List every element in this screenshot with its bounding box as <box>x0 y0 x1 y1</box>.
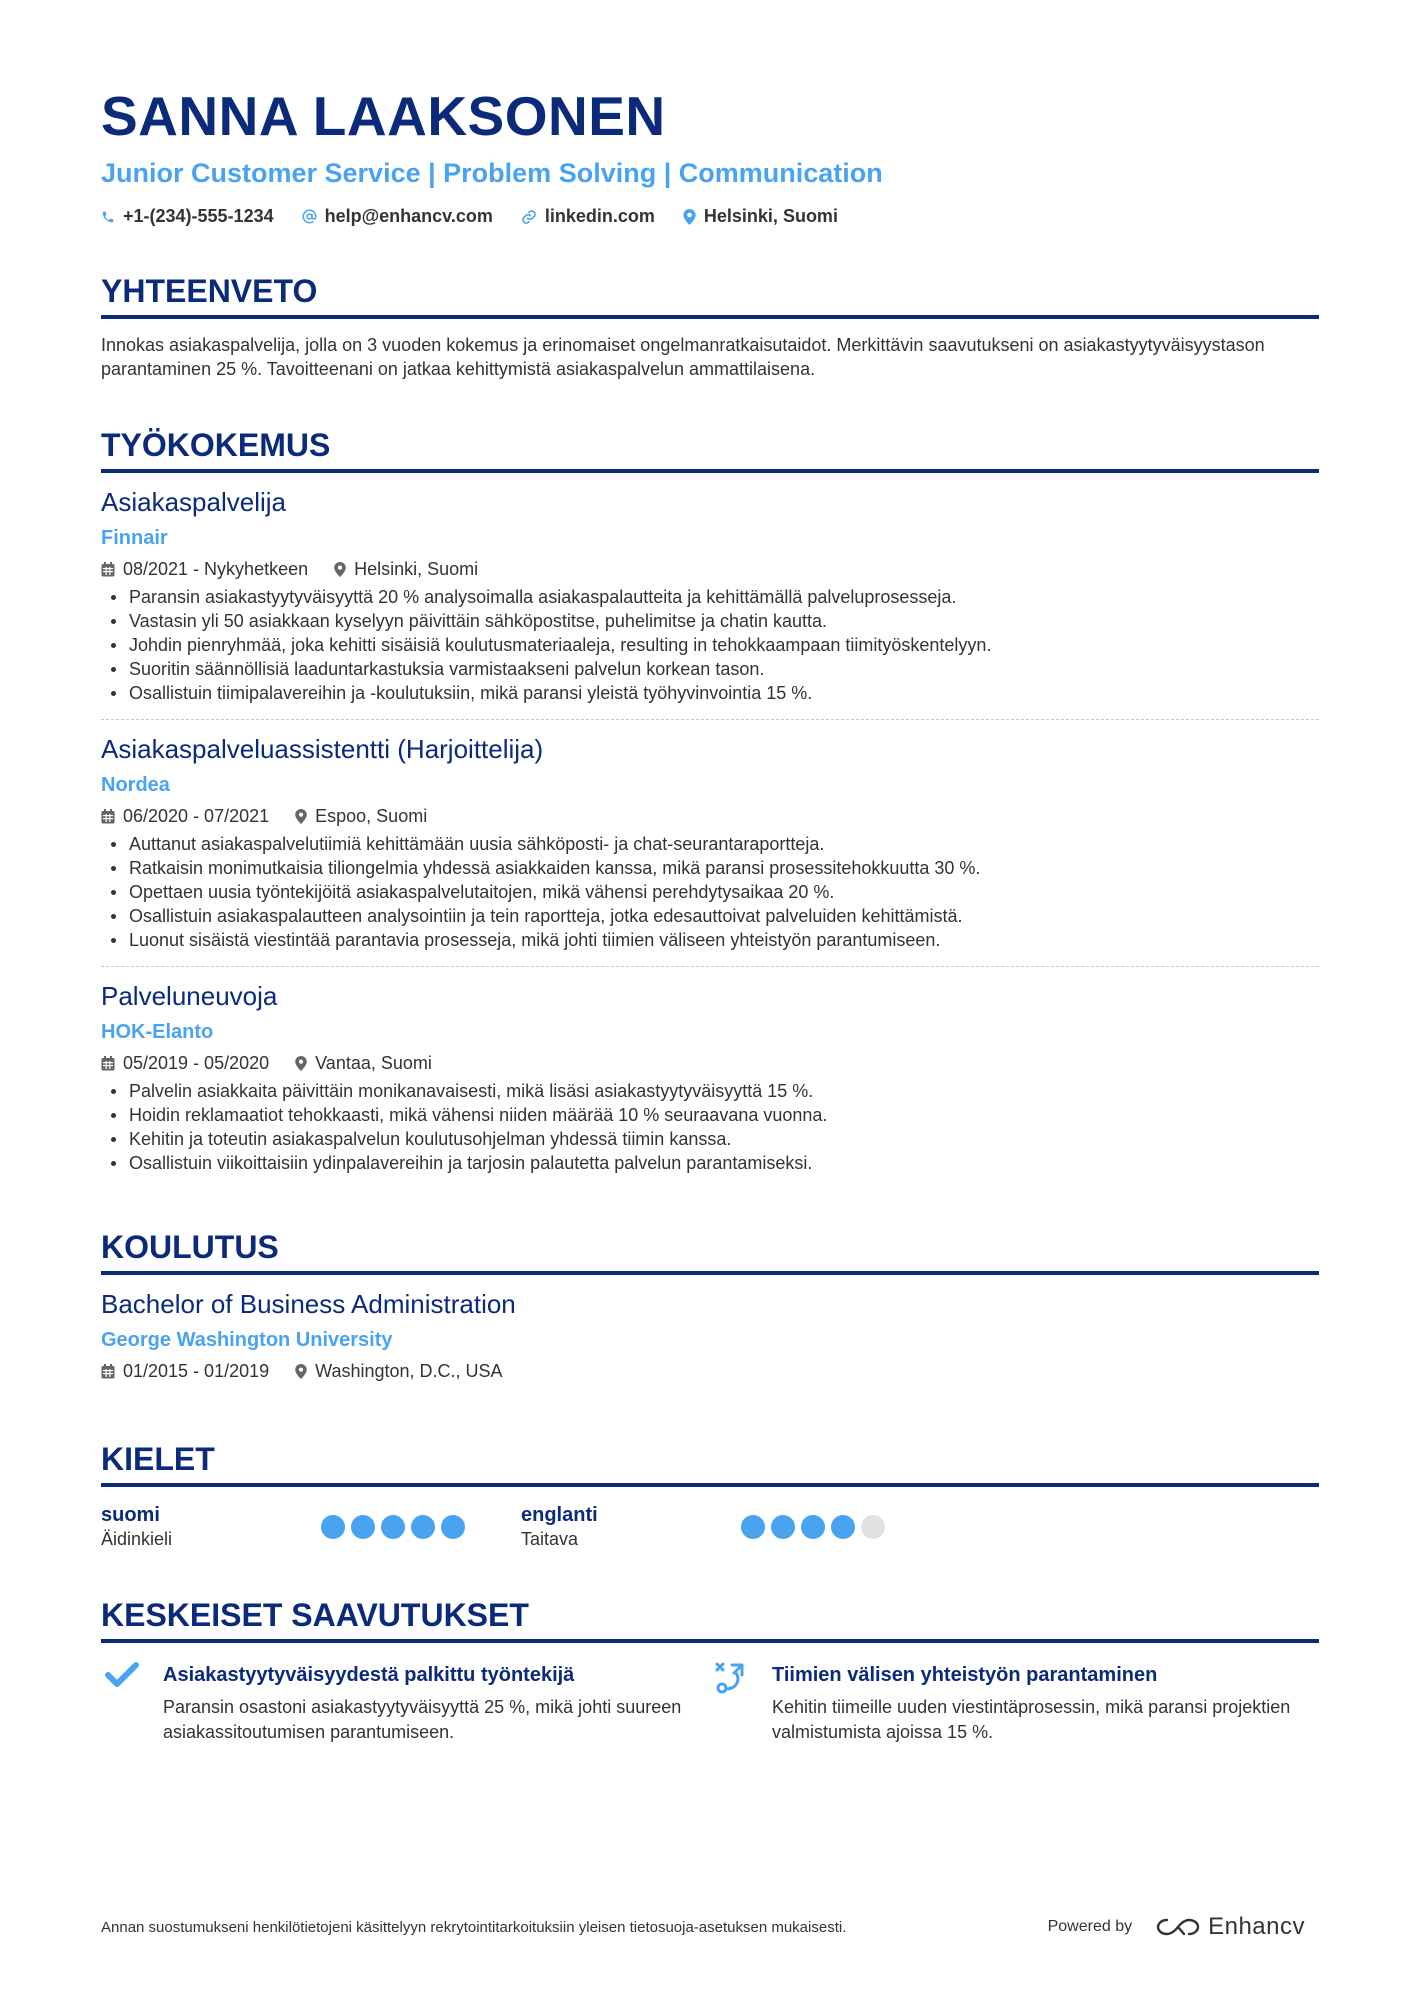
language-level: Äidinkieli <box>101 1529 173 1549</box>
section-title-summary: YHTEENVETO <box>101 271 1319 319</box>
job-dates <box>101 557 308 581</box>
at-sign-icon <box>302 209 317 224</box>
education-location-text: Washington, D.C., USA <box>315 1361 503 1381</box>
languages-section <box>101 1439 1319 1551</box>
calendar-icon <box>101 809 115 824</box>
language-rating <box>321 1515 465 1539</box>
powered-by-label: Powered by <box>1047 1918 1133 1935</box>
phone-text: +1-(234)-555-1234 <box>123 206 274 226</box>
education-location <box>295 1359 502 1383</box>
job-location <box>334 557 478 581</box>
strategy-icon <box>710 1661 772 1745</box>
degree: Bachelor of Business Administration <box>101 1289 516 1319</box>
job-location-text: Vantaa, Suomi <box>315 1053 432 1073</box>
infinity-logo-icon <box>1156 1916 1200 1938</box>
job-meta <box>101 804 1319 828</box>
job-bullet: Osallistuin tiimipalavereihin ja -koulutuksiin, mikä paransi yleistä työhyvinvointia 15 %. <box>101 681 1319 705</box>
rating-dot <box>831 1515 855 1539</box>
job-dates <box>101 804 269 828</box>
education-entry <box>101 1275 1319 1397</box>
experience-section <box>101 425 1319 1189</box>
calendar-icon <box>101 1364 115 1379</box>
location-pin-icon <box>334 562 346 577</box>
gdpr-consent-note: Annan suostumukseni henkilötietojeni käsittelyyn rekrytointitarkoituksiin yleisen tietosuoja-asetuksen mukaisesti. <box>101 1918 847 1936</box>
link-icon <box>521 209 537 225</box>
location-pin-icon <box>295 809 307 824</box>
education-dates-text: 01/2015 - 01/2019 <box>123 1361 270 1381</box>
school: George Washington University <box>101 1329 393 1351</box>
contact-linkedin[interactable] <box>521 206 655 227</box>
language-name: suomi <box>101 1504 160 1526</box>
job-location <box>295 804 427 828</box>
contact-phone[interactable] <box>101 206 274 227</box>
job-meta <box>101 1051 1319 1075</box>
job-title: Palveluneuvoja <box>101 981 278 1011</box>
achievement-title: Tiimien välisen yhteistyön parantaminen <box>772 1664 1158 1686</box>
job-list <box>101 473 1319 1189</box>
rating-dot <box>381 1515 405 1539</box>
job-bullet: Hoidin reklamaatiot tehokkaasti, mikä vähensi niiden määrää 10 % seuraavana vuonna. <box>101 1103 1319 1127</box>
language-item <box>521 1503 941 1551</box>
section-title-languages: KIELET <box>101 1439 1319 1487</box>
language-list <box>101 1503 1319 1551</box>
education-dates <box>101 1359 269 1383</box>
resume-page <box>101 84 1319 1745</box>
section-title-experience: TYÖKOKEMUS <box>101 425 1319 473</box>
job-bullet: Osallistuin viikoittaisiin ydinpalavereihin ja tarjosin palautetta palvelun parantamiseksi. <box>101 1151 1319 1175</box>
rating-dot <box>861 1515 885 1539</box>
job-bullet: Luonut sisäistä viestintää parantavia prosesseja, mikä johti tiimien väliseen yhteistyön parantumiseen. <box>101 928 1319 952</box>
job-title: Asiakaspalveluassistentti (Harjoittelija) <box>101 734 544 764</box>
job-bullet: Vastasin yli 50 asiakkaan kyselyyn päivittäin sähköpostitse, puhelimitse ja chatin kautta. <box>101 609 1319 633</box>
job-bullets <box>101 585 1319 705</box>
job-bullet: Opettaen uusia työntekijöitä asiakaspalvelutaitojen, mikä vähensi perehdytysaikaa 20 %. <box>101 880 1319 904</box>
job-location-text: Helsinki, Suomi <box>354 559 479 579</box>
powered-by <box>1048 1913 1305 1941</box>
location-pin-icon <box>295 1364 307 1379</box>
achievement-title: Asiakastyytyväisyydestä palkittu työntekijä <box>163 1664 575 1686</box>
calendar-icon <box>101 562 115 577</box>
job-location <box>295 1051 432 1075</box>
job-entry <box>101 967 1319 1189</box>
job-dates-text: 08/2021 - Nykyhetkeen <box>123 559 309 579</box>
job-bullet: Johdin pienryhmää, joka kehitti sisäisiä koulutusmateriaaleja, resulting in tehokkaampaan tiimityöskentelyyn. <box>101 633 1319 657</box>
job-bullets <box>101 1079 1319 1175</box>
location-pin-icon <box>295 1056 307 1071</box>
location-pin-icon <box>683 209 696 225</box>
job-bullet: Osallistuin asiakaspalautteen analysointiin ja tein raportteja, jotka edesauttoivat palveluiden kehittämistä. <box>101 904 1319 928</box>
job-dates-text: 05/2019 - 05/2020 <box>123 1053 270 1073</box>
education-meta <box>101 1359 1319 1383</box>
calendar-icon <box>101 1056 115 1071</box>
enhancv-logo[interactable] <box>1156 1913 1305 1941</box>
candidate-name: SANNA LAAKSONEN <box>101 85 666 147</box>
rating-dot <box>741 1515 765 1539</box>
job-entry <box>101 473 1319 720</box>
rating-dot <box>441 1515 465 1539</box>
headline: Junior Customer Service | Problem Solving | Communication <box>101 158 883 188</box>
brand-name: Enhancv <box>1208 1913 1305 1940</box>
linkedin-text: linkedin.com <box>544 206 655 226</box>
location-text: Helsinki, Suomi <box>703 206 838 226</box>
contact-bar <box>101 206 1319 227</box>
rating-dot <box>321 1515 345 1539</box>
company-name: HOK-Elanto <box>101 1021 214 1043</box>
rating-dot <box>801 1515 825 1539</box>
job-bullet: Auttanut asiakaspalvelutiimiä kehittämään uusia sähköposti- ja chat-seurantaraportteja. <box>101 832 1319 856</box>
achievement-item <box>101 1661 710 1745</box>
phone-icon <box>101 210 115 224</box>
achievement-item <box>710 1661 1319 1745</box>
job-location-text: Espoo, Suomi <box>315 806 428 826</box>
education-section <box>101 1227 1319 1397</box>
achievement-desc: Kehitin tiimeille uuden viestintäprosessin, mikä paransi projektien valmistumista ajoissa 15 %. <box>772 1697 1291 1742</box>
job-bullets <box>101 832 1319 952</box>
rating-dot <box>351 1515 375 1539</box>
summary-text: Innokas asiakaspalvelija, jolla on 3 vuoden kokemus ja erinomaiset ongelmanratkaisutaidot. Merkittävin saavutukseni on asiakastyytyväisyystason parantaminen 25 %. Tavoitteenani on jatkaa kehittymistä asiakaspalvelun ammattilaisena. <box>101 335 1265 379</box>
language-rating <box>741 1515 885 1539</box>
language-item <box>101 1503 521 1551</box>
achievements-section <box>101 1595 1319 1745</box>
rating-dot <box>411 1515 435 1539</box>
job-dates <box>101 1051 269 1075</box>
email-text: help@enhancv.com <box>324 206 493 226</box>
achievement-list <box>101 1661 1319 1745</box>
job-bullet: Ratkaisin monimutkaisia tiliongelmia yhdessä asiakkaiden kanssa, mikä paransi prosessitehokkuutta 30 %. <box>101 856 1319 880</box>
job-dates-text: 06/2020 - 07/2021 <box>123 806 270 826</box>
summary-section <box>101 271 1319 381</box>
language-level: Taitava <box>521 1529 579 1549</box>
footer <box>101 1913 1319 1941</box>
job-title: Asiakaspalvelija <box>101 487 286 517</box>
job-bullet: Kehitin ja toteutin asiakaspalvelun koulutusohjelman yhdessä tiimin kanssa. <box>101 1127 1319 1151</box>
achievement-desc: Paransin osastoni asiakastyytyväisyyttä 25 %, mikä johti suureen asiakassitoutumisen parantumiseen. <box>163 1697 682 1742</box>
job-bullet: Paransin asiakastyytyväisyyttä 20 % analysoimalla asiakaspalautteita ja kehittämällä palveluprosesseja. <box>101 585 1319 609</box>
checkmark-icon <box>101 1661 163 1745</box>
company-name: Finnair <box>101 527 168 549</box>
section-title-education: KOULUTUS <box>101 1227 1319 1275</box>
job-bullet: Palvelin asiakkaita päivittäin monikanavaisesti, mikä lisäsi asiakastyytyväisyyttä 15 %. <box>101 1079 1319 1103</box>
job-bullet: Suoritin säännöllisiä laaduntarkastuksia varmistaakseni palvelun korkean tason. <box>101 657 1319 681</box>
contact-email[interactable] <box>302 206 493 227</box>
contact-location <box>683 206 838 227</box>
rating-dot <box>771 1515 795 1539</box>
company-name: Nordea <box>101 774 170 796</box>
language-name: englanti <box>521 1504 598 1526</box>
job-entry <box>101 720 1319 967</box>
job-meta <box>101 557 1319 581</box>
section-title-achievements: KESKEISET SAAVUTUKSET <box>101 1595 1319 1643</box>
